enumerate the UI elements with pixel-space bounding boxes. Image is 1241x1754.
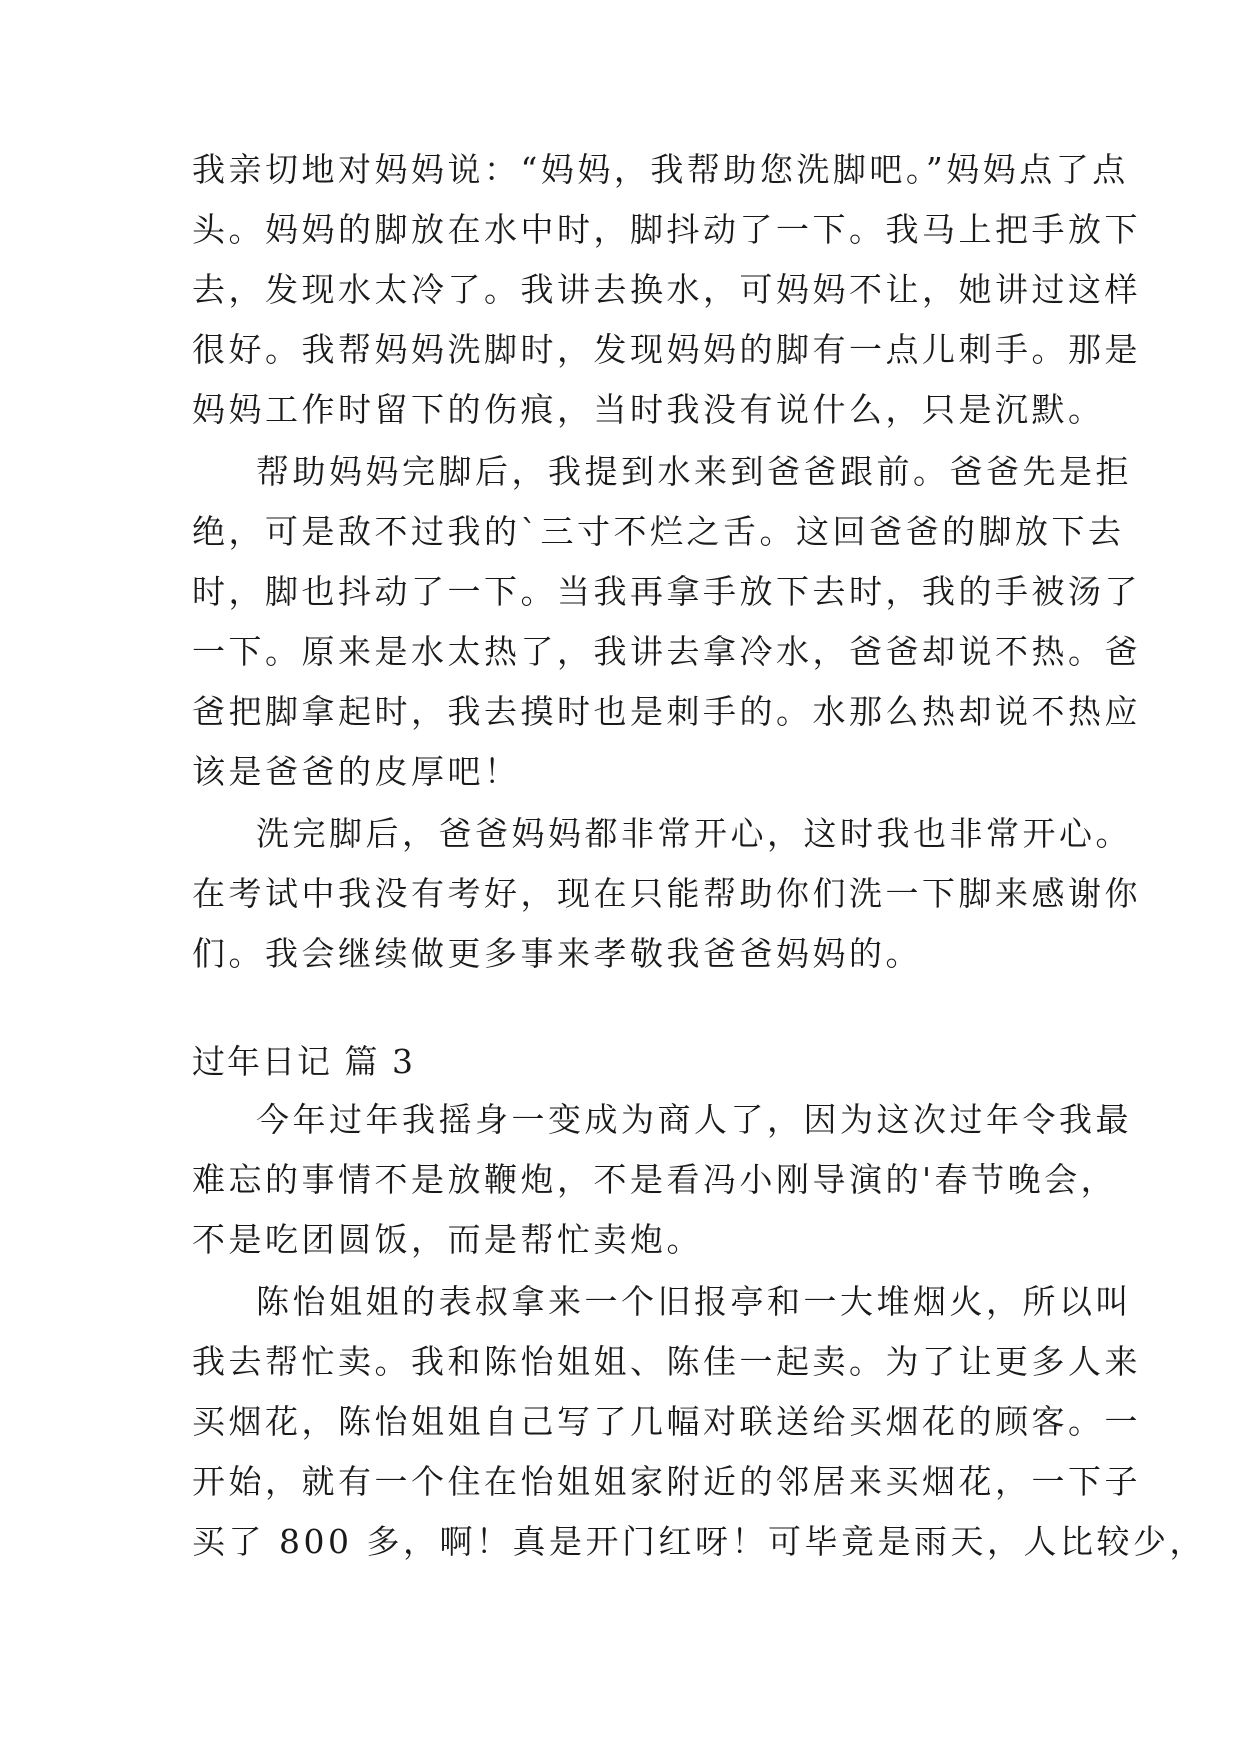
paragraph-4-line-1: 今年过年我摇身一变成为商人了，因为这次过年令我最 [256,1100,1132,1139]
paragraph-3-line-1: 洗完脚后，爸爸妈妈都非常开心，这时我也非常开心。 [256,814,1132,853]
paragraph-1-line-3: 去，发现水太冷了。我讲去换水，可妈妈不让，她讲过这样 [192,270,1141,309]
paragraph-3-line-3: 们。我会继续做更多事来孝敬我爸爸妈妈的。 [192,934,922,973]
paragraph-2-line-3: 时，脚也抖动了一下。当我再拿手放下去时，我的手被汤了 [192,572,1141,611]
paragraph-1-line-4: 很好。我帮妈妈洗脚时，发现妈妈的脚有一点儿刺手。那是 [192,330,1141,369]
section-heading: 过年日记 篇 3 [192,1042,415,1081]
paragraph-5-line-2: 我去帮忙卖。我和陈怡姐姐、陈佳一起卖。为了让更多人来 [192,1342,1141,1381]
paragraph-5-line-4: 开始，就有一个住在怡姐姐家附近的邻居来买烟花，一下子 [192,1462,1141,1501]
paragraph-5-line-5: 买了 800 多，啊！真是开门红呀！可毕竟是雨天，人比较少， [192,1522,1206,1561]
paragraph-3-line-2: 在考试中我没有考好，现在只能帮助你们洗一下脚来感谢你 [192,874,1141,913]
paragraph-1-line-5: 妈妈工作时留下的伤痕，当时我没有说什么，只是沉默。 [192,390,1105,429]
paragraph-5-line-3: 买烟花，陈怡姐姐自己写了几幅对联送给买烟花的顾客。一 [192,1402,1141,1441]
paragraph-5-line-1: 陈怡姐姐的表叔拿来一个旧报亭和一大堆烟火，所以叫 [256,1282,1132,1321]
paragraph-4-line-2: 难忘的事情不是放鞭炮，不是看冯小刚导演的'春节晚会， [192,1160,1118,1199]
paragraph-2-line-5: 爸把脚拿起时，我去摸时也是刺手的。水那么热却说不热应 [192,692,1141,731]
paragraph-2-line-6: 该是爸爸的皮厚吧！ [192,752,521,791]
paragraph-4-line-3: 不是吃团圆饭，而是帮忙卖炮。 [192,1220,703,1259]
paragraph-2-line-4: 一下。原来是水太热了，我讲去拿冷水，爸爸却说不热。爸 [192,632,1141,671]
paragraph-2-line-1: 帮助妈妈完脚后，我提到水来到爸爸跟前。爸爸先是拒 [256,452,1132,491]
paragraph-1-line-1: 我亲切地对妈妈说：“妈妈，我帮助您洗脚吧。”妈妈点了点 [192,150,1129,189]
paragraph-1-line-2: 头。妈妈的脚放在水中时，脚抖动了一下。我马上把手放下 [192,210,1141,249]
paragraph-2-line-2: 绝，可是敌不过我的`三寸不烂之舌。这回爸爸的脚放下去 [192,512,1125,551]
